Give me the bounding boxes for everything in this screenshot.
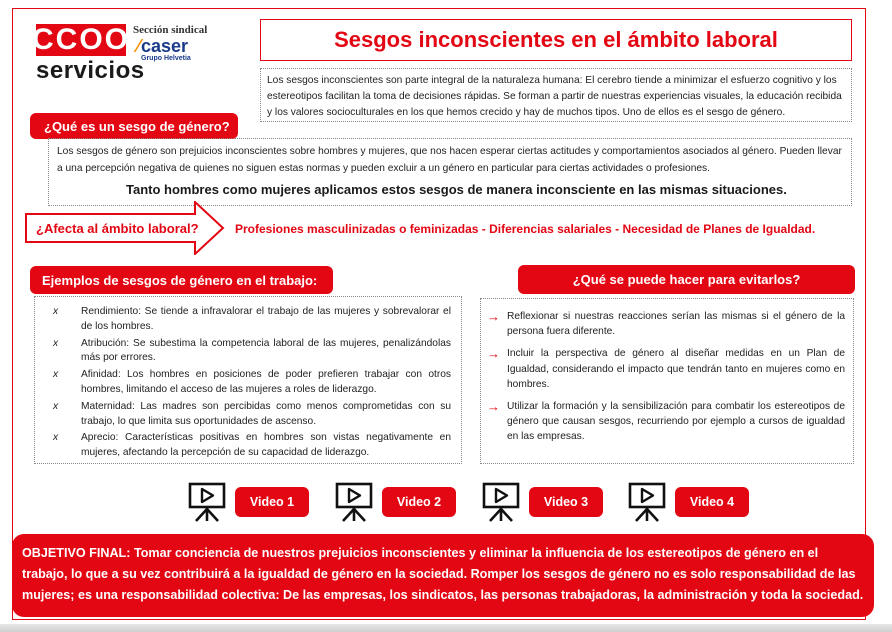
evitarlos-list [480,298,854,464]
presentation-play-icon[interactable] [187,482,227,522]
caser-logo-text: caser [141,36,189,56]
list-item-text: Atribución: Se subestima la competencia laboral de las mujeres, penalizándolas más por errores. [81,337,451,364]
x-mark-icon: x [53,369,59,381]
list-item-text: Maternidad: Las madres son percibidas como menos comprometidas con su trabajo, lo que limita sus oportunidades de ascenso. [81,400,451,427]
intro-text: Los sesgos inconscientes son parte integral de la naturaleza humana: El cerebro tiende a minimizar el esfuerzo cognitivo y los estereotipos facilitan la toma de decisiones rápidas. Se forman a partir de nuestras experiencias visuales, la educación recibida y los valores socioculturales en los que hemos crecido y hay de muchos tipos. Uno de ellos es el sesgo de género. [260,68,852,122]
list-item-text: Incluir la perspectiva de género al diseñar medidas en un Plan de Igualdad, considerando el impacto que tendrán tanto en mujeres como en hombres. [507,348,845,390]
video-button[interactable]: Video 1 [235,487,309,517]
video-button[interactable]: Video 3 [529,487,603,517]
page-title: Sesgos inconscientes en el ámbito laboral [334,27,778,52]
caser-mark-icon: ⁄ [137,36,141,56]
evitarlos-heading: ¿Qué se puede hacer para evitarlos? [518,265,855,294]
que-es-heading: ¿Qué es un sesgo de género? [30,113,238,139]
grupo-helvetia-label: Grupo Helvetia [141,55,191,62]
x-mark-icon: x [53,337,59,349]
list-item-text: Rendimiento: Se tiende a infravalorar el trabajo de las mujeres y sobrevalorar el de los hombres. [81,306,451,332]
video-3[interactable] [481,482,603,522]
servicios-label: servicios [36,57,145,84]
arrow-right-icon: → [487,346,500,362]
ccoo-logo-box [32,23,130,56]
afecta-label: ¿Afecta al ámbito laboral? [36,221,199,236]
x-mark-icon: x [53,306,59,317]
list-item [487,309,845,339]
objetivo-final-text: OBJETIVO FINAL: Tomar conciencia de nuestros prejuicios inconscientes y eliminar la influencia de los estereotipos de género en el trabajo, lo que a su vez contribuirá a la igualdad de género en la sociedad. Romper los sesgos de género no es solo responsabilidad de las mujeres; es una responsabilidad colectiva: De las empresas, los sindicatos, las personas trabajadoras, la administración y toda la sociedad. [12,534,874,617]
video-4[interactable] [627,482,749,522]
list-item [487,399,845,445]
definition-highlight: Tanto hombres como mujeres aplicamos estos sesgos de manera inconsciente en las mismas situaciones. [126,182,787,197]
ccoo-logo [32,23,145,85]
list-item-text: Reflexionar si nuestras reacciones serían las mismas si el género de la persona fuera diferente. [507,311,845,338]
list-item [53,305,451,335]
ejemplos-heading: Ejemplos de sesgos de género en el trabajo: [30,266,333,294]
video-button[interactable]: Video 2 [382,487,456,517]
afecta-consequences: Profesiones masculinizadas o feminizadas - Diferencias salariales - Necesidad de Planes de Igualdad. [235,222,816,236]
video-button[interactable]: Video 4 [675,487,749,517]
presentation-play-icon[interactable] [334,482,374,522]
ccoo-logo-text: CCOO [32,23,130,56]
arrow-right-icon: → [487,399,500,415]
x-mark-icon: x [53,400,59,412]
list-item [53,337,451,367]
definition-text: Los sesgos de género son prejuicios inconscientes sobre hombres y mujeres, que nos hacen esperar ciertas actitudes y comportamientos asociados al género. Pueden llevar a una percepción negativa de quienes no siguen estas normas y pueden excluir a un género en particular para ciertas actividades o profesiones. [57,146,842,174]
list-item [487,346,845,392]
x-mark-icon: x [53,432,59,444]
list-item-text: Afinidad: Los hombres en posiciones de poder prefieren trabajar con otros hombres, limitando el acceso de las mujeres a roles de liderazgo. [81,369,451,395]
arrow-right-icon: → [487,309,500,324]
video-2[interactable] [334,482,456,522]
caser-logo [137,36,188,57]
list-item-text: Aprecio: Características positivas en hombres son vistas negativamente en mujeres, afectando la percepción de su capacidad de liderazgo. [81,432,451,459]
bottom-shadow [0,624,892,632]
list-item [53,400,451,430]
presentation-play-icon[interactable] [627,482,667,522]
list-item-text: Utilizar la formación y la sensibilización para combatir los estereotipos de género que causan sesgos, recurriendo por ejemplo a cursos de igualdad en las empresas. [507,401,845,443]
list-item [53,368,451,398]
ejemplos-list [34,296,462,464]
video-1[interactable] [187,482,309,522]
presentation-play-icon[interactable] [481,482,521,522]
seccion-sindical-label: Sección sindical [133,24,208,36]
title-box [260,19,852,61]
list-item [53,431,451,461]
